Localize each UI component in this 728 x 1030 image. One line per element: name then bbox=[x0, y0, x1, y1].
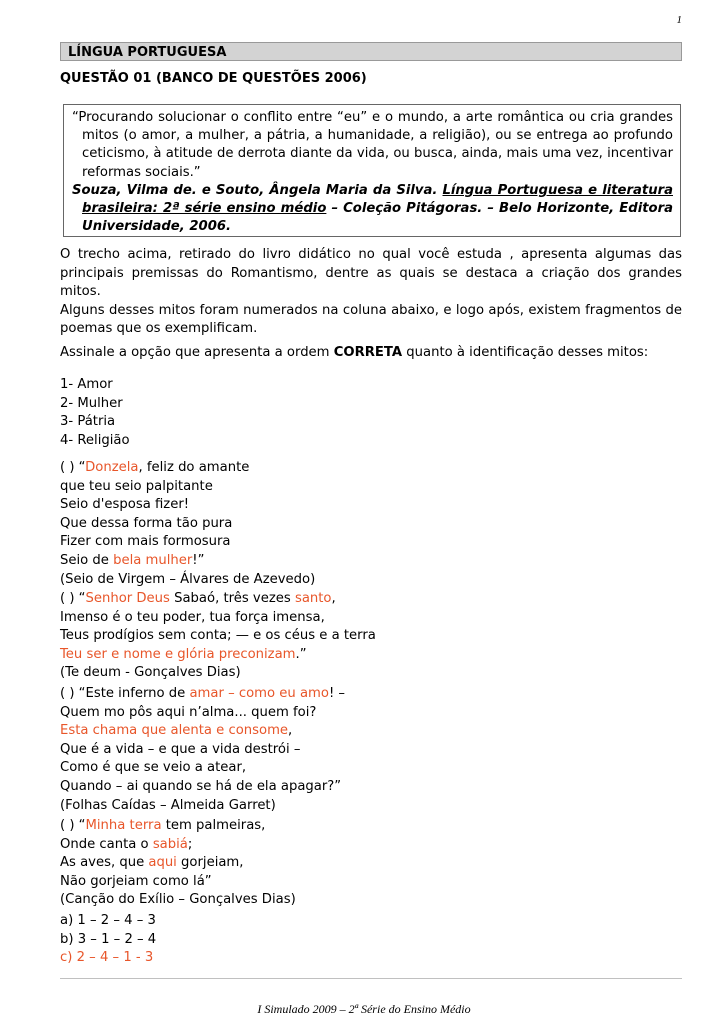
footer-divider bbox=[60, 978, 682, 979]
poem-source: (Folhas Caídas – Almeida Garret) bbox=[60, 797, 276, 813]
book-title: Língua Portuguesa e literatura brasileira: 2ª série ensino médio bbox=[82, 182, 673, 217]
myth-list bbox=[60, 376, 682, 450]
poem-source: (Seio de Virgem – Álvares de Azevedo) bbox=[60, 571, 316, 587]
page-number: 1 bbox=[676, 14, 682, 26]
quote-text: “Procurando solucionar o conflito entre “eu” e o mundo, a arte romântica ou cria grandes mitos (o amor, a mulher, a pátria, a humanidade, a religião), ou se entrega ao profundo ceticismo, à atitude de derrota diante da vida, ou busca, ainda, mais uma vez, incentivar reformas sociais.” bbox=[72, 110, 673, 180]
list-item: 2- Mulher bbox=[60, 395, 123, 411]
poem-source: (Te deum - Gonçalves Dias) bbox=[60, 665, 241, 681]
question-title: QUESTÃO 01 (BANCO DE QUESTÕES 2006) bbox=[60, 71, 367, 86]
poem-fragment-4: ( ) “Minha terra tem palmeiras, Onde canta o sabiá; As aves, que aqui gorjeiam, Não gorjeiam como lá” (Canção do Exílio – Gonçalves Dias) bbox=[60, 817, 682, 910]
subject-header: LÍNGUA PORTUGUESA bbox=[60, 42, 682, 61]
intro-paragraph: O trecho acima, retirado do livro didático no qual você estuda , apresenta algumas das principais premissas do Romantismo, dentre as quais se destaca a criação dos grandes mitos. bbox=[60, 247, 682, 300]
list-item: 1- Amor bbox=[60, 377, 113, 392]
option-c: c) 2 – 4 – 1 - 3 bbox=[60, 950, 154, 966]
quote-citation: Souza, Vilma de. e Souto, Ângela Maria da Silva. Língua Portuguesa e literatura brasileira: 2ª série ensino médio – Coleção Pitágoras. – Belo Horizonte, Editora Universidade, 2006. bbox=[72, 182, 673, 235]
footer-text: I Simulado 2009 – 2ª Série do Ensino Médio bbox=[257, 1002, 471, 1016]
answer-options bbox=[60, 912, 682, 968]
instruction-emphasis: CORRETA bbox=[333, 345, 403, 360]
list-item: 4- Religião bbox=[60, 432, 130, 448]
quote-box bbox=[63, 104, 681, 237]
option-b: b) 3 – 1 – 2 – 4 bbox=[60, 931, 157, 947]
poem-source: (Canção do Exílio – Gonçalves Dias) bbox=[60, 892, 296, 908]
poem-fragment-2: ( ) “Senhor Deus Sabaó, três vezes santo, Imenso é o teu poder, tua força imensa, Teus prodígios sem conta; — e os céus e a terra Teu ser e nome e glória preconizam.” (Te deum - Gonçalves Dias) bbox=[60, 590, 682, 683]
poem-fragment-1: ( ) “Donzela, feliz do amante que teu seio palpitante Seio d'esposa fizer! Que dessa forma tão pura Fizer com mais formosura Seio de bela mulher!” (Seio de Virgem – Álvares de Azevedo) bbox=[60, 459, 682, 589]
instruction: Assinale a opção que apresenta a ordem CORRETA quanto à identificação desses mitos: bbox=[60, 345, 649, 360]
intro bbox=[60, 246, 682, 339]
intro-paragraph: Alguns desses mitos foram numerados na coluna abaixo, e logo após, existem fragmentos de poemas que os exemplificam. bbox=[60, 302, 682, 337]
option-a: a) 1 – 2 – 4 – 3 bbox=[60, 913, 156, 928]
poem-fragment-3: ( ) “Este inferno de amar – como eu amo! – Quem mo pôs aqui n’alma... quem foi? Esta chama que alenta e consome, Que é a vida – e que a vida destrói – Como é que se veio a atear, Quando – ai quando se há de ela apagar?” (Folhas Caídas – Almeida Garret) bbox=[60, 685, 682, 815]
list-item: 3- Pátria bbox=[60, 414, 116, 430]
